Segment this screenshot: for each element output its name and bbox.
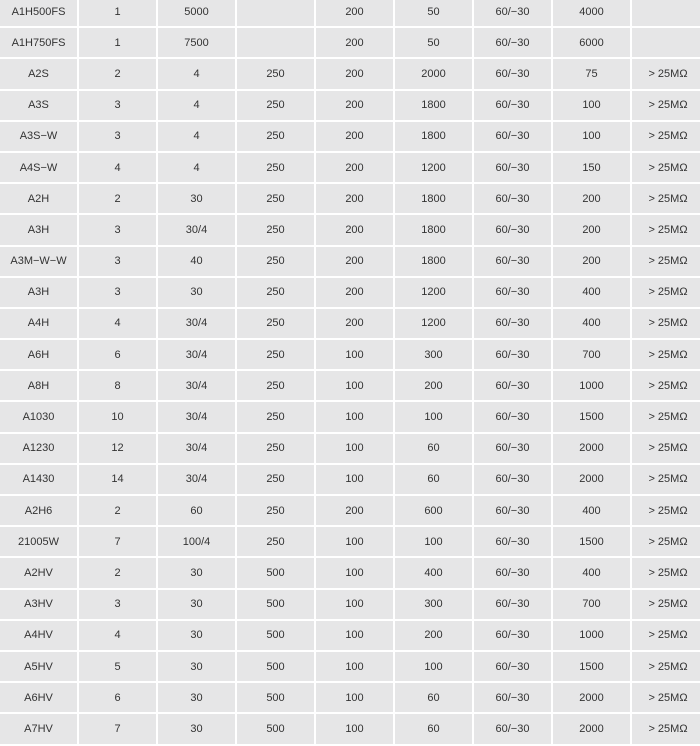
cell-voltage-b: 100: [316, 402, 393, 431]
cell-voltage-b: 100: [316, 371, 393, 400]
cell-current: 30/4: [158, 465, 235, 494]
cell-value-a: 1800: [395, 122, 472, 151]
cell-voltage-a: 250: [237, 434, 314, 463]
cell-voltage-a: 250: [237, 247, 314, 276]
cell-value-b: 1500: [553, 527, 630, 556]
cell-value-a: 400: [395, 558, 472, 587]
cell-value-b: 1500: [553, 402, 630, 431]
cell-value-b: 400: [553, 309, 630, 338]
cell-poles: 3: [79, 590, 156, 619]
cell-voltage-b: 100: [316, 683, 393, 712]
cell-value-a: 1800: [395, 184, 472, 213]
cell-temp-range: 60/−30: [474, 465, 551, 494]
cell-current: 60: [158, 496, 235, 525]
cell-insulation: > 25MΩ: [632, 59, 700, 88]
cell-model: A3M−W−W: [0, 247, 77, 276]
cell-value-b: 2000: [553, 683, 630, 712]
cell-value-a: 60: [395, 465, 472, 494]
cell-temp-range: 60/−30: [474, 621, 551, 650]
cell-insulation: > 25MΩ: [632, 590, 700, 619]
cell-insulation: > 25MΩ: [632, 278, 700, 307]
cell-value-b: 1000: [553, 621, 630, 650]
cell-current: 30/4: [158, 309, 235, 338]
cell-model: 21005W: [0, 527, 77, 556]
cell-voltage-a: 500: [237, 558, 314, 587]
cell-poles: 12: [79, 434, 156, 463]
cell-temp-range: 60/−30: [474, 91, 551, 120]
table-row: [0, 402, 700, 431]
cell-voltage-a: 250: [237, 59, 314, 88]
cell-value-a: 300: [395, 590, 472, 619]
cell-model: A4S−W: [0, 153, 77, 182]
cell-temp-range: 60/−30: [474, 0, 551, 26]
cell-poles: 8: [79, 371, 156, 400]
cell-temp-range: 60/−30: [474, 652, 551, 681]
table-row: [0, 558, 700, 587]
table-row: [0, 309, 700, 338]
cell-temp-range: 60/−30: [474, 402, 551, 431]
table-row: [0, 340, 700, 369]
table-row: [0, 247, 700, 276]
cell-value-b: 75: [553, 59, 630, 88]
cell-current: 30: [158, 621, 235, 650]
cell-model: A1030: [0, 402, 77, 431]
table-row: [0, 465, 700, 494]
cell-value-b: 1000: [553, 371, 630, 400]
table-row: [0, 59, 700, 88]
table-row: [0, 184, 700, 213]
cell-current: 30: [158, 590, 235, 619]
cell-temp-range: 60/−30: [474, 215, 551, 244]
cell-value-a: 600: [395, 496, 472, 525]
cell-voltage-a: 250: [237, 215, 314, 244]
cell-insulation: > 25MΩ: [632, 184, 700, 213]
cell-temp-range: 60/−30: [474, 309, 551, 338]
cell-current: 40: [158, 247, 235, 276]
cell-current: 30: [158, 714, 235, 743]
cell-current: 30/4: [158, 402, 235, 431]
cell-voltage-a: 250: [237, 371, 314, 400]
cell-temp-range: 60/−30: [474, 122, 551, 151]
cell-value-b: 2000: [553, 465, 630, 494]
cell-current: 4: [158, 91, 235, 120]
cell-voltage-b: 100: [316, 558, 393, 587]
cell-insulation: > 25MΩ: [632, 340, 700, 369]
cell-voltage-a: 250: [237, 184, 314, 213]
cell-current: 30: [158, 558, 235, 587]
cell-poles: 5: [79, 652, 156, 681]
cell-model: A3S: [0, 91, 77, 120]
cell-temp-range: 60/−30: [474, 434, 551, 463]
cell-voltage-b: 200: [316, 184, 393, 213]
cell-voltage-b: 200: [316, 28, 393, 57]
cell-value-b: 2000: [553, 434, 630, 463]
cell-value-a: 1200: [395, 309, 472, 338]
cell-voltage-b: 100: [316, 590, 393, 619]
cell-value-b: 150: [553, 153, 630, 182]
cell-voltage-b: 200: [316, 215, 393, 244]
cell-voltage-a: 250: [237, 122, 314, 151]
cell-poles: 4: [79, 621, 156, 650]
cell-voltage-b: 200: [316, 59, 393, 88]
cell-value-b: 200: [553, 215, 630, 244]
cell-voltage-a: 250: [237, 153, 314, 182]
table-row: [0, 683, 700, 712]
cell-poles: 3: [79, 278, 156, 307]
cell-model: A2S: [0, 59, 77, 88]
cell-current: 100/4: [158, 527, 235, 556]
cell-poles: 10: [79, 402, 156, 431]
cell-value-a: 60: [395, 683, 472, 712]
cell-poles: 3: [79, 247, 156, 276]
cell-temp-range: 60/−30: [474, 247, 551, 276]
cell-temp-range: 60/−30: [474, 496, 551, 525]
cell-insulation: > 25MΩ: [632, 122, 700, 151]
cell-current: 30/4: [158, 434, 235, 463]
cell-insulation: > 25MΩ: [632, 247, 700, 276]
cell-insulation: > 25MΩ: [632, 714, 700, 743]
table-row: [0, 714, 700, 743]
cell-voltage-a: 500: [237, 621, 314, 650]
cell-poles: 14: [79, 465, 156, 494]
cell-current: 5000: [158, 0, 235, 26]
cell-value-a: 200: [395, 371, 472, 400]
cell-model: A1H750FS: [0, 28, 77, 57]
cell-voltage-b: 100: [316, 527, 393, 556]
table-row: [0, 153, 700, 182]
cell-voltage-a: 250: [237, 91, 314, 120]
cell-current: 30: [158, 652, 235, 681]
cell-current: 30/4: [158, 215, 235, 244]
cell-poles: 1: [79, 0, 156, 26]
cell-voltage-b: 100: [316, 434, 393, 463]
table-row: [0, 28, 700, 57]
cell-insulation: > 25MΩ: [632, 309, 700, 338]
cell-insulation: > 25MΩ: [632, 558, 700, 587]
cell-model: A3HV: [0, 590, 77, 619]
cell-model: A6HV: [0, 683, 77, 712]
cell-poles: 4: [79, 309, 156, 338]
cell-temp-range: 60/−30: [474, 683, 551, 712]
cell-poles: 2: [79, 59, 156, 88]
cell-model: A5HV: [0, 652, 77, 681]
cell-voltage-a: 250: [237, 340, 314, 369]
cell-poles: 3: [79, 122, 156, 151]
cell-insulation: > 25MΩ: [632, 215, 700, 244]
cell-value-a: 60: [395, 714, 472, 743]
cell-value-a: 100: [395, 652, 472, 681]
cell-poles: 6: [79, 683, 156, 712]
cell-voltage-b: 200: [316, 153, 393, 182]
cell-current: 4: [158, 122, 235, 151]
cell-current: 4: [158, 153, 235, 182]
cell-value-b: 400: [553, 558, 630, 587]
table-row: [0, 215, 700, 244]
cell-value-a: 300: [395, 340, 472, 369]
cell-value-a: 1800: [395, 91, 472, 120]
cell-model: A4H: [0, 309, 77, 338]
cell-voltage-a: 250: [237, 496, 314, 525]
cell-temp-range: 60/−30: [474, 153, 551, 182]
cell-model: A3H: [0, 278, 77, 307]
cell-current: 4: [158, 59, 235, 88]
table-row: [0, 122, 700, 151]
cell-insulation: > 25MΩ: [632, 434, 700, 463]
cell-value-a: 1200: [395, 278, 472, 307]
cell-voltage-a: 500: [237, 683, 314, 712]
cell-voltage-a: 250: [237, 527, 314, 556]
cell-voltage-b: 100: [316, 621, 393, 650]
cell-value-a: 50: [395, 28, 472, 57]
cell-temp-range: 60/−30: [474, 340, 551, 369]
cell-value-b: 100: [553, 91, 630, 120]
cell-model: A1H500FS: [0, 0, 77, 26]
cell-model: A8H: [0, 371, 77, 400]
cell-value-a: 100: [395, 402, 472, 431]
cell-current: 7500: [158, 28, 235, 57]
cell-voltage-a: 500: [237, 652, 314, 681]
table-row: [0, 0, 700, 26]
cell-voltage-a: 500: [237, 590, 314, 619]
cell-poles: 3: [79, 215, 156, 244]
cell-value-b: 4000: [553, 0, 630, 26]
cell-temp-range: 60/−30: [474, 278, 551, 307]
cell-model: A3S−W: [0, 122, 77, 151]
cell-value-b: 100: [553, 122, 630, 151]
cell-current: 30/4: [158, 340, 235, 369]
cell-value-b: 400: [553, 278, 630, 307]
cell-voltage-b: 100: [316, 714, 393, 743]
cell-model: A6H: [0, 340, 77, 369]
cell-model: A2H6: [0, 496, 77, 525]
cell-model: A2HV: [0, 558, 77, 587]
cell-temp-range: 60/−30: [474, 590, 551, 619]
cell-value-a: 50: [395, 0, 472, 26]
table-row: [0, 371, 700, 400]
cell-model: A3H: [0, 215, 77, 244]
cell-value-b: 700: [553, 340, 630, 369]
cell-voltage-a: 250: [237, 309, 314, 338]
cell-value-a: 100: [395, 527, 472, 556]
cell-temp-range: 60/−30: [474, 28, 551, 57]
cell-insulation: > 25MΩ: [632, 402, 700, 431]
cell-insulation: > 25MΩ: [632, 527, 700, 556]
cell-model: A2H: [0, 184, 77, 213]
cell-value-a: 1200: [395, 153, 472, 182]
cell-poles: 4: [79, 153, 156, 182]
cell-insulation: > 25MΩ: [632, 652, 700, 681]
cell-voltage-b: 100: [316, 340, 393, 369]
cell-value-b: 6000: [553, 28, 630, 57]
cell-voltage-b: 200: [316, 278, 393, 307]
cell-poles: 2: [79, 184, 156, 213]
cell-insulation: > 25MΩ: [632, 465, 700, 494]
table-row: [0, 434, 700, 463]
cell-voltage-a: 500: [237, 714, 314, 743]
cell-value-b: 400: [553, 496, 630, 525]
cell-value-b: 200: [553, 247, 630, 276]
table-row: [0, 621, 700, 650]
cell-model: A4HV: [0, 621, 77, 650]
table-row: [0, 652, 700, 681]
cell-voltage-b: 200: [316, 0, 393, 26]
cell-current: 30: [158, 683, 235, 712]
cell-value-a: 1800: [395, 215, 472, 244]
table-row: [0, 91, 700, 120]
cell-voltage-b: 200: [316, 496, 393, 525]
cell-insulation: [632, 0, 700, 26]
cell-insulation: > 25MΩ: [632, 683, 700, 712]
cell-model: A7HV: [0, 714, 77, 743]
cell-model: A1430: [0, 465, 77, 494]
cell-voltage-b: 200: [316, 309, 393, 338]
cell-temp-range: 60/−30: [474, 558, 551, 587]
cell-insulation: > 25MΩ: [632, 153, 700, 182]
cell-temp-range: 60/−30: [474, 184, 551, 213]
cell-insulation: > 25MΩ: [632, 371, 700, 400]
cell-current: 30/4: [158, 371, 235, 400]
cell-poles: 2: [79, 558, 156, 587]
cell-value-a: 2000: [395, 59, 472, 88]
cell-poles: 2: [79, 496, 156, 525]
cell-value-a: 60: [395, 434, 472, 463]
cell-temp-range: 60/−30: [474, 371, 551, 400]
cell-temp-range: 60/−30: [474, 59, 551, 88]
cell-poles: 7: [79, 527, 156, 556]
cell-voltage-b: 100: [316, 465, 393, 494]
cell-voltage-a: [237, 28, 314, 57]
cell-current: 30: [158, 278, 235, 307]
cell-value-b: 1500: [553, 652, 630, 681]
cell-insulation: [632, 28, 700, 57]
cell-voltage-b: 200: [316, 91, 393, 120]
cell-value-b: 2000: [553, 714, 630, 743]
table-row: [0, 590, 700, 619]
cell-temp-range: 60/−30: [474, 527, 551, 556]
cell-voltage-a: 250: [237, 278, 314, 307]
table-row: [0, 496, 700, 525]
cell-insulation: > 25MΩ: [632, 91, 700, 120]
cell-value-b: 700: [553, 590, 630, 619]
cell-voltage-b: 200: [316, 247, 393, 276]
cell-insulation: > 25MΩ: [632, 621, 700, 650]
table-row: [0, 278, 700, 307]
cell-poles: 6: [79, 340, 156, 369]
cell-voltage-b: 200: [316, 122, 393, 151]
cell-voltage-a: [237, 0, 314, 26]
cell-value-a: 200: [395, 621, 472, 650]
cell-poles: 3: [79, 91, 156, 120]
cell-value-a: 1800: [395, 247, 472, 276]
cell-voltage-b: 100: [316, 652, 393, 681]
cell-voltage-a: 250: [237, 465, 314, 494]
table-row: [0, 527, 700, 556]
cell-insulation: > 25MΩ: [632, 496, 700, 525]
cell-value-b: 200: [553, 184, 630, 213]
cell-poles: 7: [79, 714, 156, 743]
cell-current: 30: [158, 184, 235, 213]
cell-temp-range: 60/−30: [474, 714, 551, 743]
cell-poles: 1: [79, 28, 156, 57]
cell-model: A1230: [0, 434, 77, 463]
cell-voltage-a: 250: [237, 402, 314, 431]
